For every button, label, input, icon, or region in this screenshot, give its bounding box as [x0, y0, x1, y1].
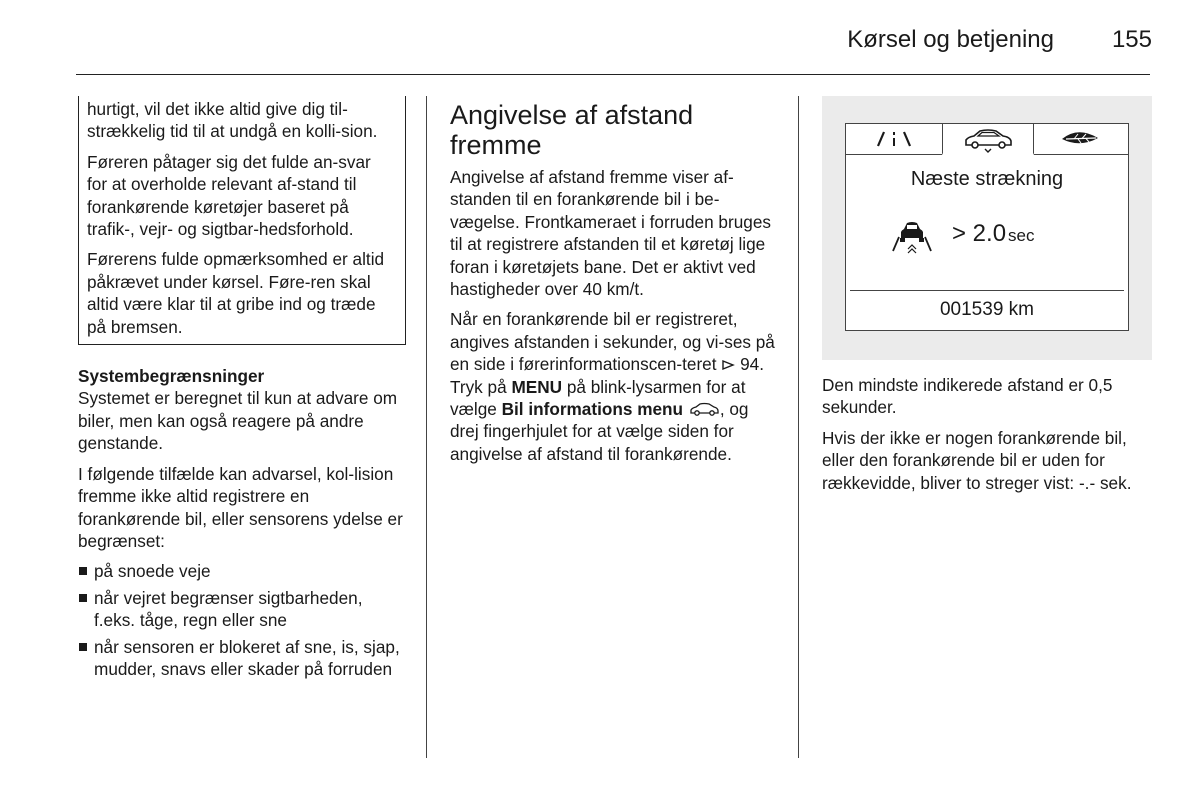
bullet-list: [78, 560, 408, 680]
note-box: [78, 96, 406, 345]
page-reference[interactable]: 94: [740, 354, 760, 375]
note-paragraph: Føreren påtager sig det fulde an-svar for at overholde relevant af-stand til forankørende køretøjer baseret på trafik-, vejr- og sigtbar-hedsforhold.: [87, 151, 371, 240]
following-distance-car-icon: [890, 218, 934, 254]
leaf-icon: [1056, 124, 1104, 154]
display-illustration: [822, 96, 1152, 360]
bil-informations-menu-label: Bil informations menu: [501, 399, 684, 420]
car-icon: [688, 401, 720, 417]
section-title: Systembegrænsninger: [78, 366, 265, 387]
list-item: når vejret begrænser sigtbarheden, f.eks. tåge, regn eller sne: [78, 587, 408, 632]
car-icon: [956, 124, 1020, 154]
odometer-reading: 001539 km: [939, 299, 1034, 320]
right-column: [822, 96, 1152, 502]
paragraph: Angivelse af afstand fremme viser af-standen til en forankørende bil i be-vægelse. Frontkameraet i forruden bruges til at registrere afstanden til et køretøj lige foran i køretøjets bane. Det er aktivt ved hastigheder over 40 km/t.: [450, 167, 771, 300]
list-item: på snoede veje: [78, 560, 408, 582]
left-column: [78, 96, 408, 684]
article-heading: Angivelse af afstand fremme: [450, 100, 694, 160]
text: Når en forankørende bil er registreret, angives afstanden i sekunder, og vi-ses på en side i førerinformationscen-teret: [450, 309, 775, 375]
column-divider-right: [798, 96, 799, 758]
header-rule: [76, 74, 1150, 75]
menu-button-label: MENU: [511, 376, 563, 397]
distance-value: [952, 220, 1035, 247]
display-screen: [845, 123, 1129, 331]
paragraph: I følgende tilfælde kan advarsel, kol-lision fremme ikke altid registrere en forankørende bil, eller sensorens ydelse er begrænset:: [78, 463, 403, 551]
middle-column: [450, 96, 780, 473]
display-rule: [850, 290, 1124, 291]
distance-number: > 2.0: [952, 220, 1007, 247]
text: på blink-lysarmen for at vælge: [450, 376, 746, 420]
note-paragraph: hurtigt, vil det ikke altid give dig til-strækkelig tid til at undgå en kolli-sion.: [87, 99, 378, 142]
paragraph: Den mindste indikerede afstand er 0,5 sekunder.: [822, 375, 1113, 418]
page-number: 155: [1111, 26, 1152, 53]
paragraph: Systemet er beregnet til kun at advare om biler, men kan også reagere på andre genstande.: [78, 388, 398, 454]
column-divider-left: [426, 96, 427, 758]
road-lane-icon: [870, 124, 918, 154]
page-reference-arrow-icon: [721, 359, 735, 371]
display-label: Næste strækning: [910, 168, 1064, 190]
list-item: når sensoren er blokeret af sne, is, sjap, mudder, snavs eller skader på forruden: [78, 636, 408, 681]
note-paragraph: Førerens fulde opmærksomhed er altid påkrævet under kørsel. Føre-ren skal altid være klar til at gribe ind og træde på bremsen.: [87, 249, 385, 337]
distance-unit: sec: [1008, 226, 1035, 245]
text: . Tryk på: [450, 354, 764, 397]
paragraph: Hvis der ikke er nogen forankørende bil, eller den forankørende bil er uden for rækkevidde, bliver to streger vist: -.- sek.: [822, 427, 1132, 493]
text: , og drej fingerhjulet for at vælge siden for angivelse af afstand til forankørende.: [450, 399, 749, 464]
paragraph: [450, 308, 780, 465]
header-title: Kørsel og betjening: [847, 26, 1054, 53]
